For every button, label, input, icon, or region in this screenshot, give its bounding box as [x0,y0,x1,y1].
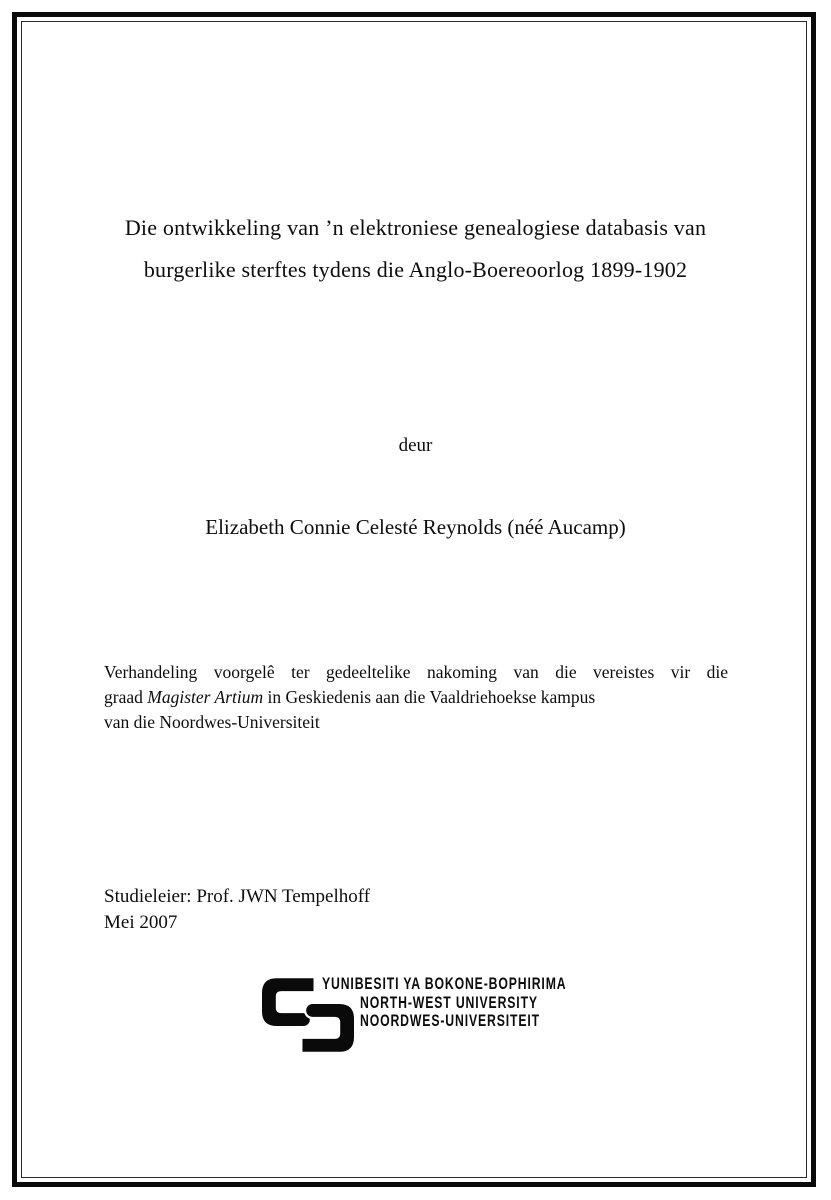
logo-text-line-1: YUNIBESITI YA BOKONE-BOPHIRIMA [322,974,567,993]
supervisor-block [104,884,370,935]
university-logo-text [322,975,662,1031]
thesis-title-line1: Die ontwikkeling van ’n elektroniese genealogiese databasis van [124,215,707,240]
date-line: Mei 2007 [104,911,178,933]
thesis-title [0,207,831,291]
degree-statement-line1: Verhandeling voorgelê ter gedeeltelike nakoming van die vereistes vir die [104,662,728,682]
degree-name: Magister Artium [147,687,264,707]
thesis-title-line2: burgerlike sterftes tydens die Anglo-Boereoorlog 1899-1902 [143,257,688,282]
university-logo [260,974,590,1062]
degree-statement-line3: van die Noordwes-Universiteit [104,712,320,732]
logo-text-line-3: NOORDWES-UNIVERSITEIT [360,1011,540,1030]
byline-label: deur [398,435,433,456]
logo-text-line-2: NORTH-WEST UNIVERSITY [360,992,538,1012]
degree-statement-line2: graad Magister Artium in Geskiedenis aan die Vaaldriehoekse kampus [104,687,596,707]
supervisor-line: Studieleier: Prof. JWN Tempelhoff [104,886,371,907]
degree-statement [104,660,728,735]
author-name: Elizabeth Connie Celesté Reynolds (néé Aucamp) [205,515,626,539]
